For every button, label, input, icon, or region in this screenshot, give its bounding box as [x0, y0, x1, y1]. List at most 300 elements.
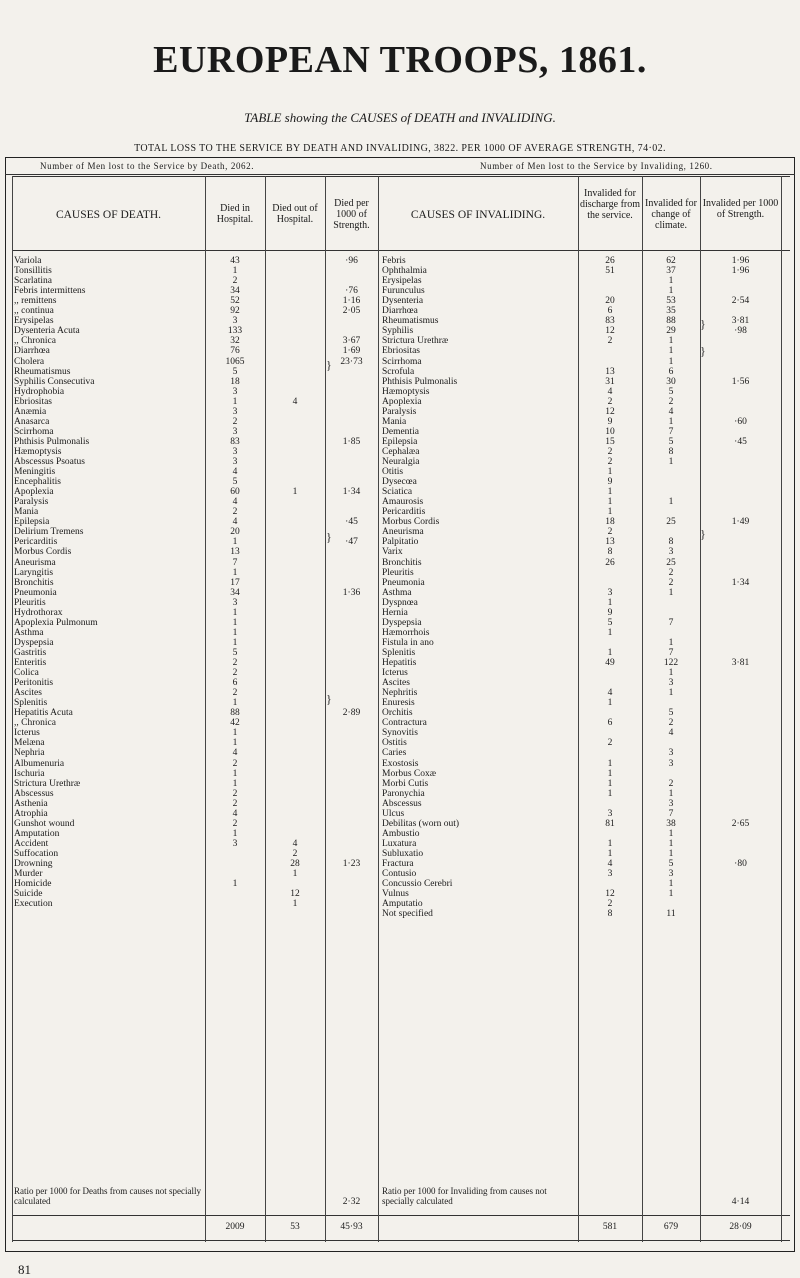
invalided-change-cell: 1 [668, 838, 674, 849]
died-in-hospital-cell: 17 [230, 577, 240, 588]
died-per-1000-cell [325, 558, 378, 568]
invaliding-cause-name: Dyspepsia [382, 617, 422, 628]
invaliding-cause-name: Ostitis [382, 738, 407, 749]
death-cause-name: Splenitis [14, 698, 48, 709]
invaliding-cause-name: Asthma [382, 587, 412, 598]
died-per-1000-cell [325, 809, 378, 819]
brace-glyph: } [700, 527, 706, 541]
invalided-discharge-cell: 26 [605, 256, 615, 266]
invaliding-cause-name: Dysenteria [382, 296, 424, 307]
died-in-hospital-cell: 60 [230, 487, 240, 498]
brace-glyph: } [700, 344, 706, 358]
invalided-per-1000-cell [700, 276, 781, 286]
invaliding-cause-name: Exostosis [382, 758, 419, 769]
death-cause-name: Suffocation [14, 848, 59, 859]
died-out-of-hospital-cell [265, 688, 325, 698]
invalided-per-1000-cell [700, 447, 781, 457]
died-out-of-hospital-cell [265, 698, 325, 708]
invalided-change-cell: 5 [668, 386, 674, 397]
died-in-hospital-cell: 42 [230, 718, 240, 729]
invalided-discharge-cell [578, 799, 642, 809]
died-in-hospital-cell: 133 [227, 326, 243, 337]
invalided-change-cell: 11 [666, 909, 676, 920]
invalided-discharge-cell: 1 [607, 627, 613, 638]
died-out-of-hospital-cell [265, 618, 325, 628]
died-per-1000-cell [325, 276, 378, 286]
death-cause-name: Meningitis [14, 467, 56, 478]
died-out-of-hospital-cell: 28 [290, 859, 300, 869]
died-per-1000-cell [325, 899, 378, 909]
invaliding-cause-name: Hæmoptysis [382, 386, 430, 397]
death-cause-name: Pleuritis [14, 597, 46, 608]
invalided-per-1000-cell [700, 537, 781, 547]
died-in-hospital-cell: 1 [232, 396, 238, 407]
died-out-of-hospital-cell [265, 648, 325, 658]
died-out-of-hospital-cell [265, 728, 325, 738]
died-in-hospital-cell: 2 [232, 507, 238, 518]
invalided-per-1000-cell [700, 879, 781, 889]
death-cause-name: Hepatitis Acuta [14, 708, 73, 719]
died-out-of-hospital-cell [265, 407, 325, 417]
invalided-per-1000-cell [700, 487, 781, 497]
died-in-hospital-cell: 2 [232, 416, 238, 427]
invalided-discharge-cell: 18 [605, 517, 615, 528]
invalided-discharge-cell [578, 668, 642, 678]
died-in-hospital-cell: 1 [232, 567, 238, 578]
invaliding-cause-name: Ascites [382, 678, 410, 689]
invaliding-cause-name: Synovitis [382, 728, 418, 739]
invalided-change-cell: 3 [668, 798, 674, 809]
died-in-hospital-cell: 4 [232, 808, 238, 819]
invaliding-cause-name: Icterus [382, 668, 408, 679]
invalided-per-1000-cell [700, 708, 781, 718]
death-cause-name: Abscessus Psoatus [14, 457, 85, 467]
death-cause-name: Aneurisma [14, 557, 56, 568]
died-in-hospital-cell: 88 [230, 708, 240, 719]
died-in-hospital-cell [205, 899, 265, 909]
died-out-of-hospital-cell [265, 588, 325, 598]
invalided-discharge-cell: 26 [605, 557, 615, 568]
invaliding-cause-name: Splenitis [382, 647, 416, 658]
invaliding-section-heading: Number of Men lost to the Service by Invaliding, 1260. [480, 161, 713, 171]
died-per-1000-cell [325, 889, 378, 899]
invalided-change-cell: 4 [668, 406, 674, 417]
died-per-1000-cell [325, 879, 378, 889]
invalided-discharge-cell: 1 [607, 497, 613, 508]
invaliding-cause-name: Subluxatio [382, 848, 424, 859]
invaliding-cause-name: Morbus Coxæ [382, 768, 437, 779]
invalided-per-1000-cell [700, 397, 781, 407]
invalided-discharge-cell [578, 578, 642, 588]
table-subtitle: TABLE showing the CAUSES of DEATH and INVALIDING. [244, 110, 556, 125]
died-per-1000-cell [325, 789, 378, 799]
died-out-of-hospital-cell: 1 [292, 899, 298, 910]
invalided-discharge-cell: 9 [607, 477, 613, 488]
died-in-hospital-cell: 4 [232, 748, 238, 759]
died-per-1000-cell [325, 377, 378, 387]
death-cause-name: Drowning [14, 859, 53, 869]
invalided-discharge-cell [578, 357, 642, 367]
died-out-of-hospital-cell [265, 578, 325, 588]
died-per-1000-cell [325, 849, 378, 859]
died-out-of-hospital-cell [265, 809, 325, 819]
invaliding-cause-name: Ophthalmia [382, 266, 427, 277]
died-per-1000-cell [325, 316, 378, 326]
death-cause-name: Syphilis Consecutiva [14, 376, 95, 387]
died-in-hospital-cell: 1 [232, 637, 238, 648]
invalided-discharge-cell: 2 [607, 457, 613, 467]
invalided-discharge-cell: 2 [607, 899, 613, 910]
died-in-hospital-cell: 18 [230, 376, 240, 387]
died-per-1000-cell [325, 748, 378, 758]
invalided-per-1000-cell [700, 688, 781, 698]
death-cause-name: Bronchitis [14, 577, 54, 588]
total-died-in-hospital: 2009 [225, 1222, 245, 1232]
death-cause-name: ,, remittens [14, 296, 57, 307]
died-in-hospital-cell: 2 [232, 798, 238, 809]
invaliding-cause-name: Contusio [382, 869, 417, 880]
death-cause-name: Murder [14, 869, 43, 880]
death-cause-name: Ascites [14, 688, 42, 699]
brace-glyph: } [700, 317, 706, 331]
died-out-of-hospital-cell: 12 [290, 889, 300, 900]
died-out-of-hospital-cell [265, 457, 325, 467]
invalided-change-cell [642, 628, 700, 638]
invalided-change-cell: 1 [668, 336, 674, 347]
invaliding-cause-name: Rheumatismus [382, 316, 439, 327]
died-per-1000-cell [325, 618, 378, 628]
invalided-per-1000-cell: 1·34 [731, 577, 750, 588]
invalided-discharge-cell: 1 [607, 507, 613, 518]
death-cause-name: Asthma [14, 627, 44, 638]
invaliding-cause-name: Dementia [382, 426, 419, 437]
invalided-discharge-cell [578, 879, 642, 889]
invalided-change-cell: 2 [668, 718, 674, 729]
invalided-change-cell: 5 [668, 436, 674, 447]
death-cause-name: Dysenteria Acuta [14, 326, 80, 337]
died-out-of-hospital-cell [265, 718, 325, 728]
invalided-change-cell [642, 527, 700, 537]
invalided-change-cell: 2 [668, 396, 674, 407]
died-per-1000-cell: ·76 [345, 286, 358, 297]
death-cause-name: Melæna [14, 738, 45, 749]
header-causes-of-invaliding: CAUSES OF INVALIDING. [410, 209, 546, 221]
died-per-1000-cell [325, 507, 378, 517]
death-cause-name: Hæmoptysis [14, 446, 62, 457]
invalided-per-1000-cell [700, 407, 781, 417]
invaliding-cause-name: Contractura [382, 718, 427, 729]
died-per-1000-cell [325, 648, 378, 658]
death-cause-name: Encephalitis [14, 477, 61, 488]
invaliding-cause-name: Hepatitis [382, 658, 417, 668]
death-cause-name: Peritonitis [14, 678, 54, 689]
died-out-of-hospital-cell [265, 829, 325, 839]
death-cause-name: Pericarditis [14, 537, 58, 548]
died-per-1000-cell [325, 869, 378, 879]
invalided-change-cell: 3 [668, 869, 674, 880]
died-out-of-hospital-cell [265, 417, 325, 427]
brace-glyph: } [326, 358, 332, 372]
died-out-of-hospital-cell [265, 879, 325, 889]
died-out-of-hospital-cell [265, 447, 325, 457]
invaliding-cause-name: Paralysis [382, 406, 417, 417]
invalided-discharge-cell: 8 [607, 547, 613, 558]
death-cause-name: Variola [14, 256, 42, 266]
died-in-hospital-cell: 4 [232, 497, 238, 508]
died-out-of-hospital-cell [265, 678, 325, 688]
header-invalided-change: Invalided for change of climate. [645, 198, 697, 231]
invaliding-cause-name: Dysecœa [382, 477, 417, 488]
invaliding-ratio-value: 4·14 [731, 1197, 750, 1207]
died-out-of-hospital-cell [265, 708, 325, 718]
invalided-per-1000-cell [700, 367, 781, 377]
invalided-per-1000-cell [700, 829, 781, 839]
died-out-of-hospital-cell: 4 [292, 396, 298, 407]
died-in-hospital-cell: 1 [232, 617, 238, 628]
died-in-hospital-cell: 3 [232, 597, 238, 608]
header-invalided-per-1000: Invalided per 1000 of Strength. [702, 198, 779, 220]
invalided-change-cell: 1 [668, 848, 674, 859]
total-loss-line: TOTAL LOSS TO THE SERVICE BY DEATH AND INVALIDING, 3822. PER 1000 OF AVERAGE STRENGTH, 74·02. [134, 143, 666, 154]
invalided-change-cell: 2 [668, 577, 674, 588]
invalided-discharge-cell: 10 [605, 426, 615, 437]
died-in-hospital-cell: 2 [232, 688, 238, 699]
invalided-discharge-cell: 3 [607, 808, 613, 819]
invalided-discharge-cell: 13 [605, 366, 615, 377]
header-died-per-1000: Died per 1000 of Strength. [333, 198, 370, 231]
died-in-hospital-cell: 3 [232, 426, 238, 437]
invalided-discharge-cell: 3 [607, 587, 613, 598]
died-out-of-hospital-cell [265, 668, 325, 678]
death-ratio-text: Ratio per 1000 for Deaths from causes not specially calculated [14, 1186, 201, 1206]
invaliding-cause-name: Furunculus [382, 286, 425, 297]
invalided-per-1000-cell [700, 759, 781, 769]
invalided-per-1000-cell: 3·81 [731, 316, 750, 327]
invalided-discharge-cell: 1 [607, 698, 613, 709]
invalided-per-1000-cell [700, 809, 781, 819]
invalided-discharge-cell: 81 [605, 818, 615, 829]
invaliding-cause-name: Luxatura [382, 838, 417, 849]
invaliding-cause-name: Morbi Cutis [382, 778, 429, 789]
invalided-per-1000-cell [700, 477, 781, 487]
died-out-of-hospital-cell [265, 547, 325, 557]
total-invalided-discharge: 581 [602, 1222, 618, 1232]
died-out-of-hospital-cell [265, 266, 325, 276]
invalided-discharge-cell: 1 [607, 778, 613, 789]
invalided-per-1000-cell [700, 346, 781, 356]
invalided-per-1000-cell: 1·56 [731, 376, 750, 387]
invaliding-cause-name: Enuresis [382, 698, 415, 709]
died-per-1000-cell [325, 417, 378, 427]
invaliding-cause-name: Epilepsia [382, 436, 418, 447]
died-in-hospital-cell: 7 [232, 557, 238, 568]
invalided-discharge-cell: 2 [607, 396, 613, 407]
death-cause-name: ,, continua [14, 306, 54, 317]
died-in-hospital-cell: 32 [230, 336, 240, 347]
died-per-1000-cell: 23·73 [340, 356, 363, 367]
invalided-per-1000-cell: 2·54 [731, 296, 750, 307]
died-in-hospital-cell [205, 859, 265, 869]
death-cause-name: ,, Chronica [14, 718, 56, 729]
death-cause-name: Strictura Urethræ [14, 778, 81, 789]
invaliding-cause-name: Mania [382, 416, 407, 427]
died-per-1000-cell [325, 477, 378, 487]
invalided-per-1000-cell [700, 507, 781, 517]
died-in-hospital-cell: 1 [232, 768, 238, 779]
died-in-hospital-cell: 1 [232, 778, 238, 789]
invaliding-cause-name: Febris [382, 256, 406, 266]
invalided-discharge-cell: 4 [607, 386, 613, 397]
invaliding-cause-name: Varix [382, 547, 403, 558]
invalided-per-1000-cell [700, 427, 781, 437]
invalided-change-cell: 1 [668, 828, 674, 839]
died-per-1000-cell [325, 799, 378, 809]
death-cause-name: Phthisis Pulmonalis [14, 436, 90, 447]
invalided-per-1000-cell [700, 608, 781, 618]
invaliding-cause-name: Vulnus [382, 889, 409, 900]
invaliding-cause-name: Aneurisma [382, 527, 424, 538]
invalided-per-1000-cell [700, 638, 781, 648]
invalided-per-1000-cell [700, 849, 781, 859]
invalided-discharge-cell [578, 728, 642, 738]
invalided-discharge-cell: 2 [607, 446, 613, 457]
died-in-hospital-cell [205, 889, 265, 899]
invalided-discharge-cell: 5 [607, 617, 613, 628]
died-in-hospital-cell [205, 869, 265, 879]
died-per-1000-cell [325, 387, 378, 397]
invalided-change-cell: 7 [668, 426, 674, 437]
died-in-hospital-cell: 5 [232, 366, 238, 377]
total-died-out-of-hospital: 53 [290, 1222, 300, 1232]
died-out-of-hospital-cell [265, 377, 325, 387]
died-out-of-hospital-cell [265, 346, 325, 356]
died-out-of-hospital-cell [265, 296, 325, 306]
died-out-of-hospital-cell [265, 759, 325, 769]
invalided-discharge-cell: 8 [607, 909, 613, 920]
invalided-per-1000-cell: 1·49 [731, 517, 750, 528]
invalided-per-1000-cell [700, 648, 781, 658]
death-ratio-value: 2·32 [342, 1197, 361, 1207]
invalided-change-cell: 1 [668, 276, 674, 287]
invaliding-cause-name: Bronchitis [382, 557, 422, 568]
total-invalided-per-1000: 28·09 [729, 1222, 752, 1232]
invaliding-cause-name: Fistula in ano [382, 637, 434, 648]
died-out-of-hospital-cell [265, 357, 325, 367]
invalided-discharge-cell: 4 [607, 688, 613, 699]
died-in-hospital-cell: 2 [232, 788, 238, 799]
died-per-1000-cell [325, 829, 378, 839]
invaliding-cause-name: Pericarditis [382, 507, 426, 518]
died-in-hospital-cell [205, 849, 265, 859]
invalided-per-1000-cell [700, 618, 781, 628]
died-in-hospital-cell: 1 [232, 698, 238, 709]
death-cause-name: ,, Chronica [14, 336, 56, 347]
invalided-per-1000-cell [700, 718, 781, 728]
died-out-of-hospital-cell [265, 558, 325, 568]
invaliding-cause-name: Palpitatio [382, 537, 419, 548]
invalided-change-cell: 1 [668, 356, 674, 367]
invaliding-cause-name: Diarrhœa [382, 306, 418, 317]
invalided-per-1000-cell [700, 336, 781, 346]
death-cause-name: Abscessus [14, 788, 54, 799]
invalided-change-cell: 6 [668, 366, 674, 377]
died-in-hospital-cell: 1 [232, 728, 238, 739]
invaliding-cause-name: Strictura Urethræ [382, 336, 449, 347]
invaliding-cause-name: Otitis [382, 467, 404, 478]
header-causes-of-death: CAUSES OF DEATH. [55, 209, 162, 221]
died-per-1000-cell: 1·85 [342, 436, 361, 447]
invaliding-cause-name: Ebriositas [382, 346, 420, 357]
invalided-change-cell: 2 [668, 778, 674, 789]
invalided-change-cell: 88 [666, 316, 676, 327]
invalided-change-cell: 1 [668, 587, 674, 598]
death-cause-name: Erysipelas [14, 316, 54, 327]
died-per-1000-cell: ·47 [345, 537, 358, 548]
death-cause-name: Tonsillitis [14, 266, 52, 277]
died-in-hospital-cell: 92 [230, 306, 240, 317]
invalided-change-cell [642, 477, 700, 487]
invalided-discharge-cell [578, 638, 642, 648]
died-out-of-hospital-cell [265, 608, 325, 618]
invalided-change-cell: 1 [668, 688, 674, 699]
death-cause-name: Suicide [14, 889, 43, 900]
invalided-per-1000-cell [700, 357, 781, 367]
invalided-per-1000-cell [700, 628, 781, 638]
invaliding-cause-name: Amputatio [382, 899, 423, 910]
death-cause-name: Execution [14, 899, 53, 910]
died-in-hospital-cell: 3 [232, 457, 238, 467]
died-per-1000-cell: 2·89 [342, 708, 361, 719]
died-in-hospital-cell: 2 [232, 758, 238, 769]
invaliding-cause-name: Dyspnœa [382, 597, 418, 608]
death-cause-name: Apoplexia Pulmonum [14, 617, 98, 628]
invalided-change-cell: 3 [668, 758, 674, 769]
died-out-of-hospital-cell [265, 748, 325, 758]
died-in-hospital-cell: 3 [232, 406, 238, 417]
died-in-hospital-cell: 1 [232, 266, 238, 277]
invaliding-cause-name: Nephritis [382, 688, 418, 699]
invalided-per-1000-cell [700, 558, 781, 568]
died-out-of-hospital-cell [265, 779, 325, 789]
death-cause-name: Atrophia [14, 808, 48, 819]
died-out-of-hospital-cell [265, 367, 325, 377]
invalided-per-1000-cell: 3·81 [731, 658, 750, 668]
invalided-change-cell: 7 [668, 647, 674, 658]
invalided-per-1000-cell [700, 598, 781, 608]
died-per-1000-cell [325, 688, 378, 698]
died-per-1000-cell [325, 678, 378, 688]
died-per-1000-cell [325, 668, 378, 678]
brace-glyph: } [326, 692, 332, 706]
invalided-per-1000-cell: 1·96 [731, 256, 750, 266]
invalided-change-cell: 4 [668, 728, 674, 739]
died-per-1000-cell: 1·23 [342, 859, 361, 869]
death-cause-name: Paralysis [14, 497, 49, 508]
invaliding-cause-name: Hernia [382, 607, 408, 618]
death-cause-name: Febris intermittens [14, 286, 86, 297]
invalided-discharge-cell: 51 [605, 266, 615, 277]
invalided-change-cell: 1 [668, 637, 674, 648]
invalided-discharge-cell: 20 [605, 296, 615, 307]
invalided-discharge-cell: 2 [607, 527, 613, 538]
died-in-hospital-cell: 6 [232, 678, 238, 689]
invaliding-cause-name: Scirrhoma [382, 356, 422, 367]
died-per-1000-cell [325, 839, 378, 849]
invalided-discharge-cell: 6 [607, 718, 613, 729]
died-out-of-hospital-cell [265, 638, 325, 648]
invalided-discharge-cell: 1 [607, 467, 613, 478]
invalided-discharge-cell: 1 [607, 647, 613, 658]
